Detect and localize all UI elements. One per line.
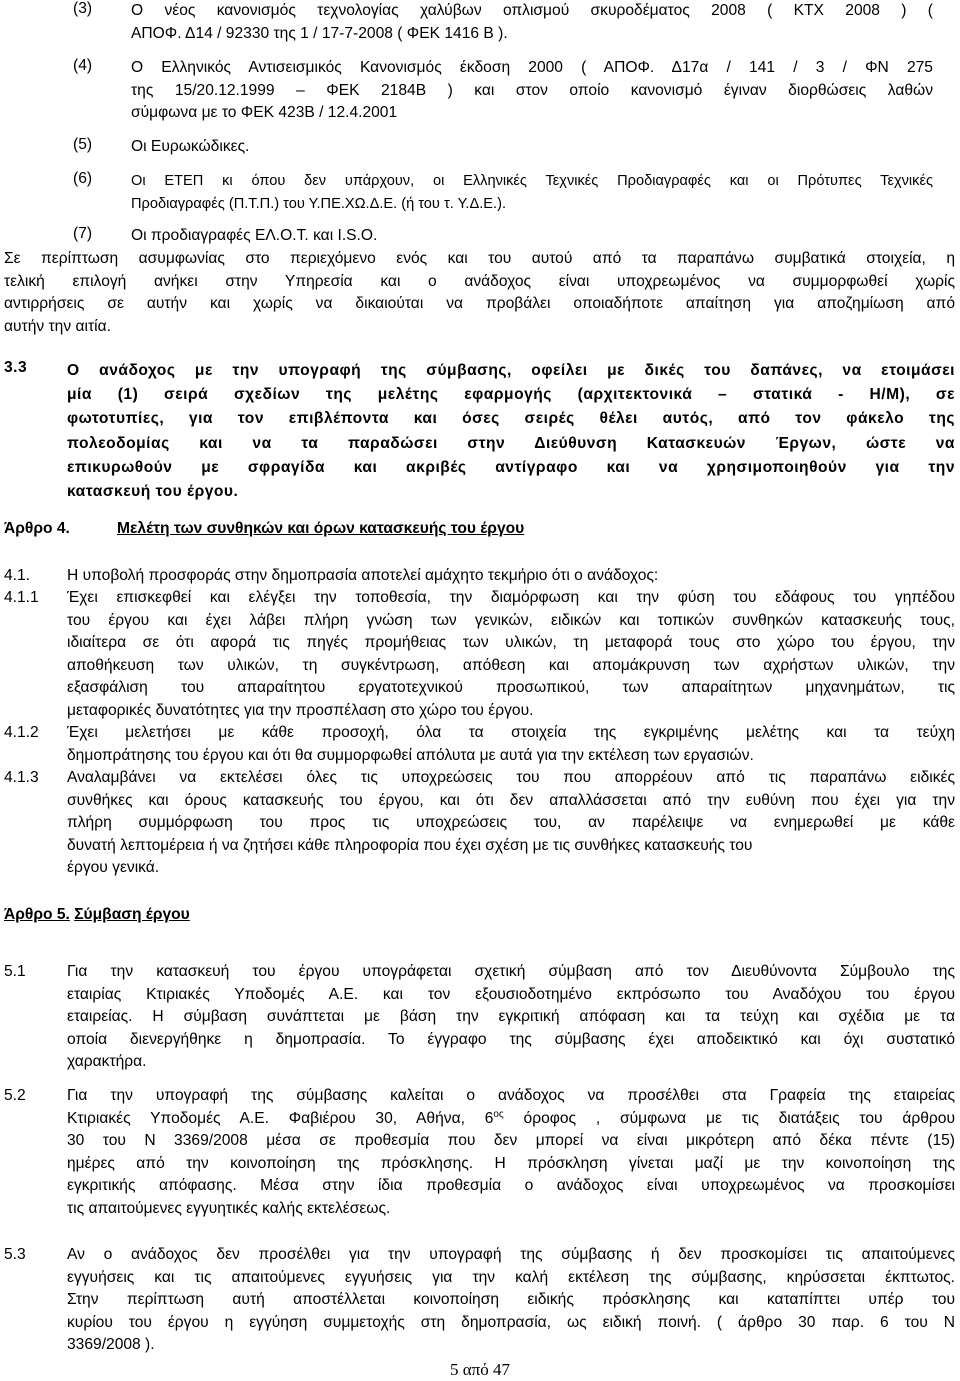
article-label: Άρθρο 4. (4, 520, 70, 537)
clause-line: Η υποβολή προσφοράς στην δημοπρασία αποτελεί αμάχητο τεκμήριο ότι ο ανάδοχος: (67, 567, 659, 584)
clause-line: έργου γενικά. (67, 859, 160, 877)
section-line: πολεοδομίας και να τα παραδώσει στην Διεύθυνση Κατασκευών Έργων, ώστε να (67, 434, 955, 452)
clause-line: χαρακτήρα. (67, 1053, 147, 1071)
page-number: 5 από 47 (450, 1360, 510, 1379)
clause-line: τις απαιτούμενες εγγυητικές καλής εκτελέσεως. (67, 1199, 391, 1217)
article-label: Άρθρο 5. (4, 906, 70, 923)
clause-line: δυνατή λεπτομέρεια ή να ζητήσει κάθε πληροφορία που έχει σχέση με τις συνθήκες κατασκευής του (67, 836, 753, 854)
clause-line: εταιρίας Κτιριακές Υποδομές Α.Ε. και τον εξουσιοδοτημένο εκπρόσωπο του Αναδόχου του έργου (67, 985, 955, 1003)
clause-number: 5.3 (4, 1246, 26, 1263)
clause-line: Έχει μελετήσει με κάθε προσοχή, όλα τα στοιχεία της εγκριμένης μελέτης και τα τεύχη (67, 724, 955, 741)
clause-line: μεταφορικές δυνατότητες για την προσπέλαση στο χώρο του έργου. (67, 701, 534, 719)
clause-line: οποία διενεργήθηκε η δημοπρασία. Το έγγραφο της σύμβασης έχει αποδεικτικό και όχι συστατικό (67, 1030, 955, 1048)
article-4-heading (4, 518, 955, 541)
clause-line: Στην περίπτωση αυτή αποστέλλεται κοινοποίηση ειδικής πρόσκλησης και καταπίπτει υπέρ του (67, 1291, 955, 1309)
clause-line: 30 του Ν 3369/2008 μέσα σε προθεσμία που δεν μπορεί να είναι μικρότερη από δέκα πέντε (15) (67, 1132, 955, 1150)
clause-line: ημέρες από την κοινοποίηση της πρόσκλησης. Η πρόσκληση γίνεται μαζί με την κοινοποίηση της (67, 1154, 955, 1172)
clause-line: κυρίου του έργου η εγγύηση συμμετοχής στη δημοπρασία, ως ειδική ποινή. ( άρθρο 30 παρ. 6 του Ν (67, 1313, 955, 1331)
article-title: Μελέτη των συνθηκών και όρων κατασκευής του έργου (117, 520, 525, 537)
clause-line: εγκριτικής απόφασης. Μέσα στην ίδια προθεσμία ο ανάδοχος είναι υποχρεωμένος να προσκομίσει (67, 1177, 955, 1195)
item-line: Οι Ευρωκώδικες. (131, 138, 250, 155)
section-line: Ο ανάδοχος με την υπογραφή της σύμβασης, οφείλει με δικές του δαπάνες, να ετοιμάσει (67, 362, 955, 379)
item-line: Ο νέος κανονισμός τεχνολογίας χαλύβων οπλισμού σκυροδέματος 2008 ( ΚΤΧ 2008 ) ( (131, 2, 933, 19)
clause-line: ιδιαίτερα σε ότι αφορά τις πηγές προμήθειας των υλικών, τη μεταφορά τους στο χώρο του έργου, την (67, 634, 955, 652)
clause-line: του έργου και έχει λάβει πλήρη γνώση των γενικών, ειδικών και τοπικών συνθηκών κατασκευής τους, (67, 611, 955, 629)
section-number: 3.3 (4, 359, 28, 376)
item-number: (3) (73, 0, 93, 17)
article-title: Σύμβαση έργου (74, 906, 190, 923)
clause-number: 4.1.1 (4, 589, 39, 606)
clause-line: αποθήκευση των υλικών, τη συγκέντρωση, απόθεση και απομάκρυνση των αχρήστων υλικών, την (67, 656, 955, 674)
clause-line: εγγυήσεις και τις απαιτούμενες εγγυήσεις για την καλή εκτέλεση της σύμβασης, κηρύσσεται έκπτωτος. (67, 1268, 955, 1286)
article-5-heading (4, 904, 955, 927)
section-line: επικυρωθούν με σφραγίδα και ακριβές αντίγραφο και να χρησιμοποιηθούν για την (67, 458, 955, 476)
item-number: (4) (73, 57, 93, 74)
clause-text: όροφος , σύμφωνα με τις διατάξεις του άρθρου (503, 1109, 955, 1127)
paragraph-line: αυτήν την αιτία. (4, 317, 111, 335)
clause-number: 4.1.3 (4, 769, 39, 786)
item-line: Ο Ελληνικός Αντισεισμικός Κανονισμός έκδοση 2000 ( ΑΠΟΦ. Δ17α / 141 / 3 / ΦΝ 275 (131, 59, 933, 76)
clause-number: 4.1.2 (4, 724, 39, 741)
clause-text: Κτιριακές Υποδομές Α.Ε. Φαβιέρου 30, Αθήνα, 6 (67, 1109, 494, 1127)
section-line: κατασκευή του έργου. (67, 483, 239, 501)
clause-number: 4.1. (4, 567, 31, 584)
item-line: σύμφωνα με το ΦΕΚ 423Β / 12.4.2001 (131, 104, 398, 122)
clause-line: Για την κατασκευή του έργου υπογράφεται σχετική σύμβαση από τον Διευθύνοντα Σύμβουλο της (67, 963, 955, 980)
clause-line: Αν ο ανάδοχος δεν προσέλθει για την υπογραφή της σύμβασης ή δεν προσκομίσει τις απαιτούμενες (67, 1246, 955, 1263)
clause-line: εταιρείας. Η σύμβαση συνάπτεται με βάση την εγκριτική απόφαση και τα τεύχη και σχέδια με τα (67, 1008, 955, 1026)
clause-line: Για την υπογραφή της σύμβασης καλείται ο ανάδοχος να προσέλθει στα Γραφεία της εταιρείας (67, 1087, 955, 1104)
paragraph-line: Σε περίπτωση ασυμφωνίας στο περιεχόμενο ενός και του αυτού από τα παραπάνω συμβατικά στοιχεία, η (4, 250, 955, 267)
clause-line: πλήρη συμμόρφωση του προς τις υποχρεώσεις του, αν παρέλειψε να ενημερωθεί με κάθε (67, 814, 955, 832)
ordinal-superscript: ος (493, 1108, 504, 1120)
clause-line: 3369/2008 ). (67, 1336, 155, 1354)
conflict-paragraph (4, 248, 955, 338)
clause-line-with-superscript (67, 1108, 955, 1131)
paragraph-line: αντιρρήσεις σε αυτήν και χωρίς να δικαιούται να προβάλει οποιαδήποτε απαίτηση για αποζημίωση από (4, 295, 955, 313)
item-number: (5) (73, 136, 93, 153)
paragraph-line: τελική επιλογή ανήκει στην Υπηρεσία και ο ανάδοχος είναι υποχρεωμένος να συμμορφωθεί χωρίς (4, 272, 955, 290)
item-number: (7) (73, 225, 93, 242)
section-line: μία (1) σειρά σχεδίων της μελέτης εφαρμογής (αρχιτεκτονικά – στατικά - Η/Μ), σε (67, 386, 955, 404)
clause-line: Έχει επισκεφθεί και ελέγξει την τοποθεσία, την διαμόρφωση και την φύση του εδάφους του γηπέδου (67, 589, 955, 606)
item-line: Προδιαγραφές (Π.Τ.Π.) του Υ.ΠΕ.ΧΩ.Δ.Ε. (ή του τ. Υ.Δ.Ε.). (131, 195, 506, 212)
item-line: της 15/20.12.1999 – ΦΕΚ 2184Β ) και στον οποίο κανονισμό έγιναν διορθώσεις λαθών (131, 81, 933, 99)
clause-line: εξασφάλιση του απαραίτητου εργατοτεχνικού προσωπικού, των απαραίτητων μηχανημάτων, τις (67, 679, 955, 697)
clause-line: συνθήκες και όρους κατασκευής του έργου, και ότι δεν απαλλάσσεται από την ευθύνη που έχει για την (67, 791, 955, 809)
section-line: φωτοτυπίες, για τον επιβλέποντα και όσες σειρές θέλει αυτός, από τον φάκελο της (67, 410, 955, 428)
clause-line: Αναλαμβάνει να εκτελέσει όλες τις υποχρεώσεις του που απορρέουν από τις παραπάνω ειδικές (67, 769, 955, 786)
item-number: (6) (73, 170, 93, 187)
item-line: Οι ΕΤΕΠ κι όπου δεν υπάρχουν, οι Ελληνικές Τεχνικές Προδιαγραφές και οι Πρότυπες Τεχνικές (131, 173, 933, 189)
clause-number: 5.1 (4, 963, 26, 980)
item-line: ΑΠΟΦ. Δ14 / 92330 της 1 / 17-7-2008 ( ΦΕΚ 1416 Β ). (131, 24, 508, 42)
clause-number: 5.2 (4, 1087, 26, 1104)
item-line: Οι προδιαγραφές ΕΛ.Ο.Τ. και I.S.O. (131, 227, 378, 244)
clause-line: δημοπράτησης του έργου και ότι θα συμμορφωθεί απόλυτα με αυτά για την εκτέλεση των εργασιών. (67, 746, 754, 764)
